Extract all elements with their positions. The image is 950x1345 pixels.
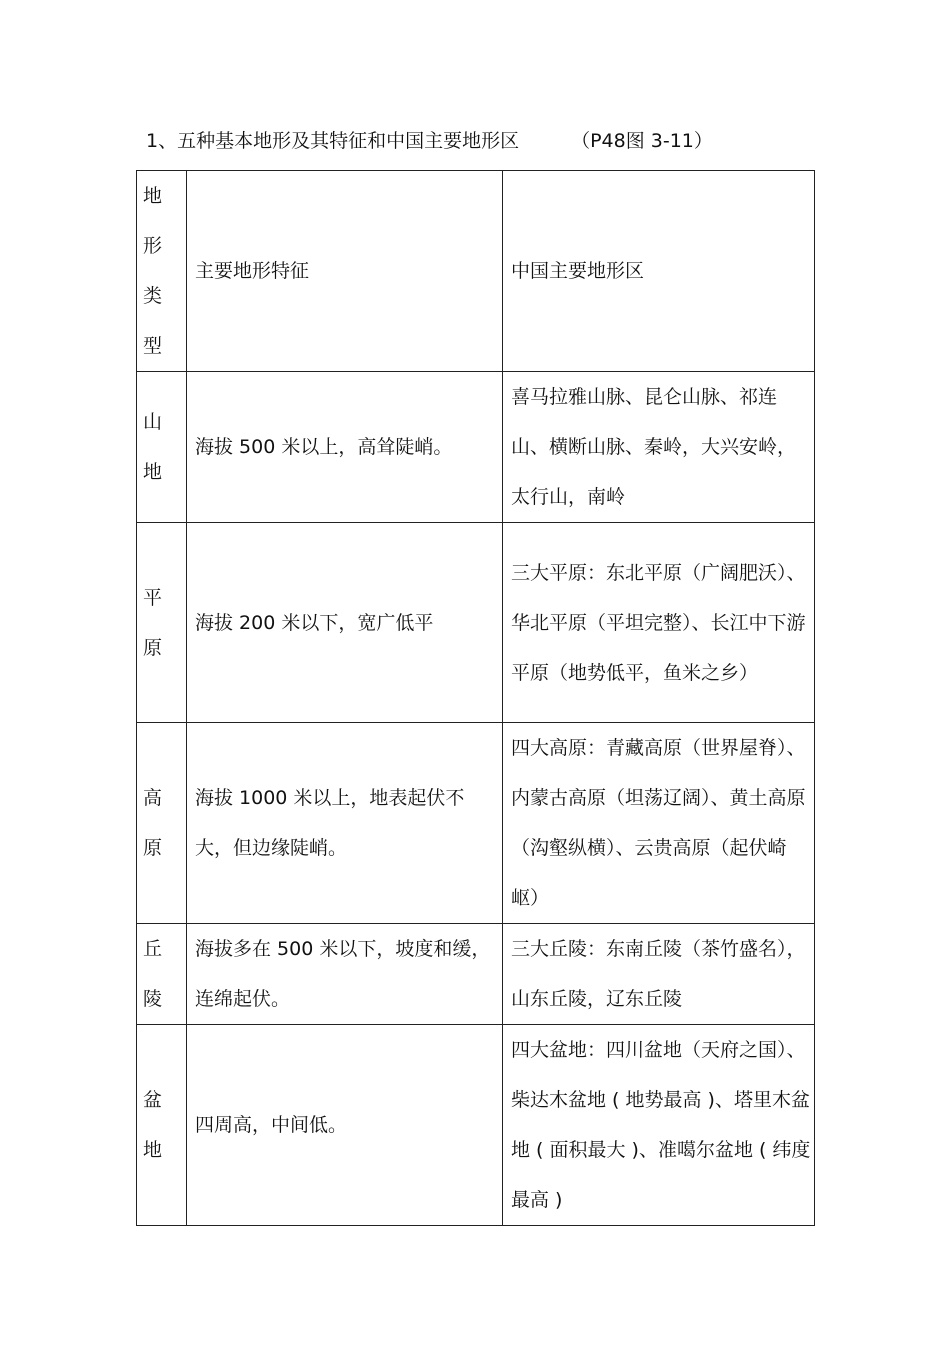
table-row bbox=[137, 523, 815, 723]
header-type-label: 地形类型 bbox=[143, 185, 163, 357]
header-region-cell bbox=[503, 171, 815, 372]
feature-text: 海拔 200 米以下，宽广低平 bbox=[195, 611, 434, 634]
terrain-table bbox=[136, 170, 815, 1226]
type-label: 盆地 bbox=[143, 1089, 163, 1161]
header-feature-label: 主要地形特征 bbox=[195, 260, 310, 282]
table-row bbox=[137, 372, 815, 523]
region-text: 三大丘陵：东南丘陵（茶竹盛名），山东丘陵，辽东丘陵 bbox=[511, 938, 806, 1010]
feature-cell bbox=[187, 1025, 503, 1226]
table-row bbox=[137, 723, 815, 924]
region-text: 三大平原：东北平原（广阔肥沃）、华北平原（平坦完整）、长江中下游平原（地势低平，鱼米之乡） bbox=[511, 561, 806, 684]
heading-title: 1、五种基本地形及其特征和中国主要地形区 bbox=[146, 130, 520, 152]
type-cell bbox=[137, 372, 187, 523]
type-cell bbox=[137, 924, 187, 1025]
feature-text: 四周高，中间低。 bbox=[195, 1114, 348, 1136]
feature-cell bbox=[187, 523, 503, 723]
region-text: 喜马拉雅山脉、昆仑山脉、祁连山、横断山脉、秦岭，大兴安岭，太行山，南岭 bbox=[511, 386, 797, 508]
feature-cell bbox=[187, 372, 503, 523]
type-cell bbox=[137, 1025, 187, 1226]
header-type-cell bbox=[137, 171, 187, 372]
type-label: 平原 bbox=[143, 586, 163, 659]
type-cell bbox=[137, 723, 187, 924]
region-cell bbox=[503, 723, 815, 924]
header-region-label: 中国主要地形区 bbox=[511, 260, 645, 282]
region-cell bbox=[503, 924, 815, 1025]
type-label: 丘陵 bbox=[143, 938, 163, 1010]
table-row bbox=[137, 924, 815, 1025]
feature-cell bbox=[187, 723, 503, 924]
document-heading bbox=[146, 126, 713, 156]
table-row bbox=[137, 1025, 815, 1226]
feature-cell bbox=[187, 924, 503, 1025]
table-header-row bbox=[137, 171, 815, 372]
type-label: 山地 bbox=[143, 411, 163, 483]
feature-text: 海拔 1000 米以上，地表起伏不大，但边缘陡峭。 bbox=[195, 787, 465, 859]
type-cell bbox=[137, 523, 187, 723]
region-cell bbox=[503, 1025, 815, 1226]
region-text: 四大盆地：四川盆地（天府之国）、柴达木盆地 ( 地势最高 )、塔里木盆地 ( 面积最大 )、准噶尔盆地 ( 纬度最高 ) bbox=[511, 1039, 811, 1211]
region-cell bbox=[503, 372, 815, 523]
header-feature-cell bbox=[187, 171, 503, 372]
region-text: 四大高原：青藏高原（世界屋脊）、内蒙古高原（坦荡辽阔）、黄土高原（沟壑纵横）、云贵高原（起伏崎岖） bbox=[511, 737, 806, 909]
feature-text: 海拔多在 500 米以下，坡度和缓，连绵起伏。 bbox=[195, 938, 491, 1010]
feature-text: 海拔 500 米以上，高耸陡峭。 bbox=[195, 436, 453, 458]
type-label: 高原 bbox=[143, 787, 163, 859]
heading-reference: （P48图 3-11） bbox=[571, 130, 713, 152]
region-cell bbox=[503, 523, 815, 723]
